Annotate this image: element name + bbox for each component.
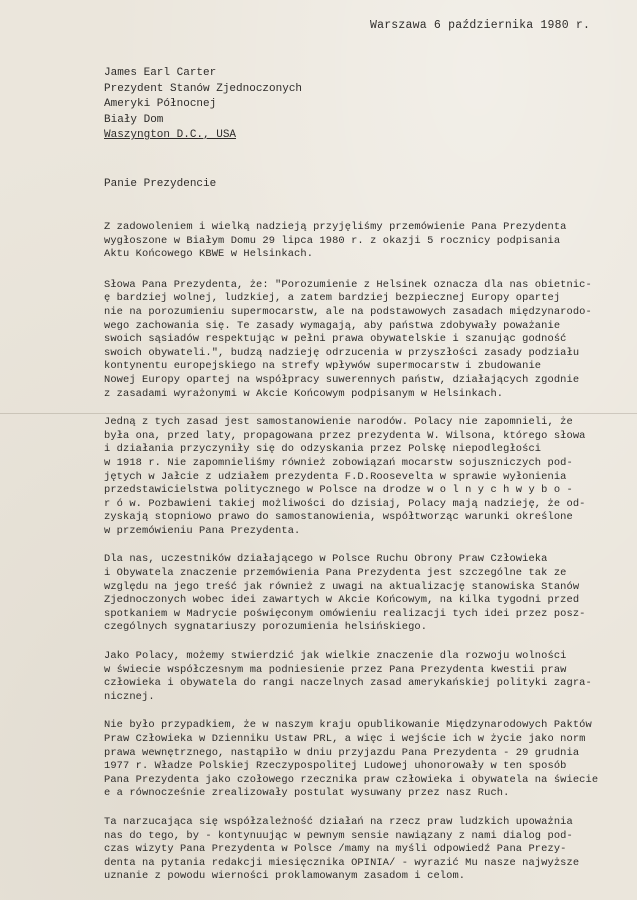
paragraph-line: Z zadowoleniem i wielką nadzieją przyjęliśmy przemówienie Pana Prezydenta [104, 221, 567, 233]
paragraph-line: Ta narzucająca się współzależność działań na rzecz praw ludzkich upoważnia [104, 815, 573, 828]
paragraph-line: z zasadami wyrażonymi w Akcie Końcowym podpisanym w Helsinkach. [104, 387, 504, 400]
body-paragraph [104, 816, 626, 884]
paragraph-line: swoich sąsiadów respektując w pełni prawa obywatelskie i szanując godność [104, 333, 567, 346]
addressee-title: Prezydent Stanów Zjednoczonych [104, 82, 303, 95]
body-paragraph [104, 221, 626, 262]
letter-body [104, 221, 626, 899]
paragraph-line: i Obywatela znaczenie przemówienia Pana Prezydenta jest szczególne tak ze [104, 567, 567, 580]
paragraph-line: prawa wewnętrznego, nastąpiło w dniu przyjazdu Pana Prezydenta - 29 grudnia [104, 746, 580, 759]
paragraph-line: człowieka i obywatela do rangi naczelnych zasad amerykańskiej polityki zagra- [104, 677, 592, 690]
paragraph-line: swoich obywateli.", budzą nadzieję odrzucenia w przyszłości zasady podziału [104, 346, 580, 359]
paragraph-line: uznanie z powodu wierności proklamowanym zasadom i celom. [104, 870, 466, 883]
body-paragraph [104, 719, 626, 801]
paragraph-line: zyskają stopniowo prawo do samostanowienia, współtworząc warunki określone [104, 511, 573, 524]
paragraph-line: nas do tego, by - kontynuując w pewnym sensie nawiązany z nami dialog pod- [104, 829, 573, 842]
paragraph-line: nie na porozumieniu supermocarstw, ale na podstawowych zasadach międzynarodo- [104, 305, 592, 318]
body-paragraph [104, 553, 626, 635]
paragraph-line: czególnych sygnatariuszy porozumienia helsińskiego. [104, 621, 428, 634]
paragraph-line: Słowa Pana Prezydenta, że: "Porozumienie z Helsinek oznacza dla nas obietnic- [104, 278, 592, 291]
addressee-block [104, 66, 302, 144]
paragraph-line: r ó w. Pozbawieni takiej możliwości do dzisiaj, Polacy mają nadzieję, że od- [104, 497, 586, 510]
paragraph-line: 1977 r. Władze Polskiej Rzeczypospolitej Ludowej uhonorowały w ten sposób [104, 760, 567, 773]
paragraph-line: w 1918 r. Nie zapomnieliśmy również zobowiązań mocarstw sojuszniczych pod- [104, 456, 573, 469]
addressee-country: Ameryki Północnej [104, 98, 217, 110]
paragraph-line: Nowej Europy opartej na współpracy suwerennych państw, działających zgodnie [104, 373, 580, 386]
paragraph-line: względu na jego treść jak również z uwagi na aktualizację stanowiska Stanów [104, 580, 580, 593]
paragraph-line: ę bardziej wolnej, ludzkiej, a zatem bardziej bezpiecznej Europy opartej [104, 292, 561, 305]
paragraph-line: Jedną z tych zasad jest samostanowienie narodów. Polacy nie zapomnieli, że [104, 416, 573, 429]
paragraph-line: wego zachowania się. Te zasady wymagają, aby państwa zdobywały poważanie [104, 319, 561, 332]
paragraph-line: nicznej. [104, 690, 155, 703]
body-paragraph [104, 279, 626, 401]
addressee-name: James Earl Carter [104, 67, 217, 79]
paragraph-line: Jako Polacy, możemy stwierdzić jak wielkie znaczenie dla rozwoju wolności [104, 650, 567, 663]
salutation: Panie Prezydencie [104, 178, 217, 190]
paragraph-line: w świecie współczesnym ma podniesienie przez Pana Prezydenta kwestii praw [104, 663, 567, 676]
paragraph-line: w przemówieniu Pana Prezydenta. [104, 524, 301, 537]
paragraph-line: przedstawicielstwa politycznego w Polsce na drodze w o l n y c h w y b o - [104, 484, 573, 497]
paragraph-line: Praw Człowieka w Dzienniku Ustaw PRL, a więc i wejście ich w życie jako norm [104, 733, 586, 745]
addressee-building: Biały Dom [104, 113, 164, 126]
body-paragraph [104, 650, 626, 704]
paragraph-line: wygłoszone w Białym Domu 29 lipca 1980 r. z okazji 5 rocznicy podpisania [104, 234, 561, 247]
paragraph-line: i działania przyczyniły się do odzyskania przez Polskę niepodległości [104, 443, 542, 456]
letter-date: Warszawa 6 października 1980 r. [370, 19, 591, 32]
paragraph-line: Aktu Końcowego KBWE w Helsinkach. [104, 248, 314, 261]
paragraph-line: była ona, przed laty, propagowana przez prezydenta W. Wilsona, którego słowa [104, 429, 586, 442]
paragraph-line: jętych w Jałcie z udziałem prezydenta F.D.Roosevelta w sprawie wyłonienia [104, 470, 567, 483]
paragraph-line: Zjednoczonych wobec idei zawartych w Akcie Końcowym, na kilka tygodni przed [104, 594, 580, 607]
paragraph-line: e a równocześnie zrealizowały postulat wysuwany przez nasz Ruch. [104, 787, 510, 800]
paragraph-line: kontynentu europejskiego na strefy wpływów supermocarstw i zbudowanie [104, 360, 542, 373]
paragraph-line: Pana Prezydenta jako czołowego rzecznika praw człowieka i obywatela na świecie [104, 773, 599, 786]
paragraph-line: denta na pytania redakcji miesięcznika OPINIA/ - wyrazić Mu nasze najwyższe [104, 856, 580, 869]
paragraph-line: Dla nas, uczestników działającego w Polsce Ruchu Obrony Praw Człowieka [104, 553, 548, 566]
paragraph-line: Nie było przypadkiem, że w naszym kraju opublikowanie Międzynarodowych Paktów [104, 719, 592, 732]
paragraph-line: czas wizyty Pana Prezydenta w Polsce /mamy na myśli odpowiedź Pana Prezy- [104, 843, 567, 856]
paragraph-line: spotkaniem w Madrycie poświęconym omówieniu realizacji tych idei przez posz- [104, 607, 586, 620]
addressee-city: Waszyngton D.C., USA [104, 129, 237, 141]
body-paragraph [104, 416, 626, 538]
